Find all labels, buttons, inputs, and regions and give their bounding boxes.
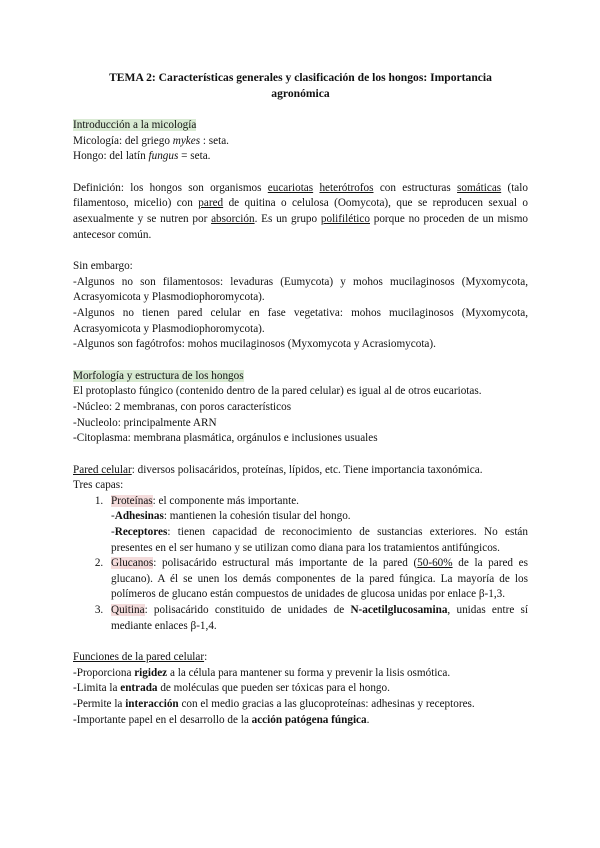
- wall-functions-section: [73, 650, 528, 728]
- morphology-line: -Nucleolo: principalmente ARN: [73, 416, 217, 429]
- fungus-line: Hongo: del latín fungus = seta.: [73, 150, 211, 163]
- morphology-line: El protoplasto fúngico (contenido dentro de la pared celular) es igual al de otros eucariotas.: [73, 385, 482, 398]
- function-item: -Proporciona rigidez a la célula para mantener su forma y prevenir la lisis osmótica.: [73, 666, 451, 679]
- morphology-line: -Citoplasma: membrana plasmática, orgánulos e inclusiones usuales: [73, 432, 378, 445]
- morphology-heading: Morfología y estructura de los hongos: [73, 369, 244, 382]
- wall-layers-list: [73, 494, 528, 634]
- cell-wall-section: [73, 463, 528, 635]
- layers-label: Tres capas:: [73, 479, 124, 492]
- mycology-line: Micología: del griego mykes : seta.: [73, 134, 229, 147]
- morphology-line: -Núcleo: 2 membranas, con poros característicos: [73, 400, 292, 413]
- functions-heading: Funciones de la pared celular:: [73, 651, 208, 664]
- intro-heading: Introducción a la micología: [73, 119, 197, 131]
- exception-item: -Algunos son fagótrofos: mohos mucilaginosos (Myxomycota y Acrasiomycota).: [73, 338, 436, 351]
- cell-wall-intro: Pared celular: diversos polisacáridos, proteínas, lípidos, etc. Tiene importancia taxonómica.: [73, 463, 483, 476]
- function-item: -Importante papel en el desarrollo de la acción patógena fúngica.: [73, 713, 370, 726]
- function-item: -Permite la interacción con el medio gracias a las glucoproteínas: adhesinas y receptores.: [73, 698, 475, 710]
- exception-item: -Algunos no son filamentosos: levaduras (Eumycota) y mohos mucilaginosos (Myxomycota, Acrasyomicota y Plasmodiophoromycota).: [73, 275, 528, 304]
- morphology-section: [73, 369, 528, 447]
- adhesins-line: -Adhesinas: mantienen la cohesión tisular del hongo.: [111, 510, 351, 523]
- exceptions-intro: Sin embargo:: [73, 260, 133, 273]
- layer-proteins: 1. Proteínas: el componente más importante. -Adhesinas: mantienen la cohesión tisular del hongo. -Receptores: tienen capacidad de reconocimiento de sustancias exteriores. No están presentes en el ser humano y se utilizan como diana para los tratamientos antifúngicos.: [106, 494, 528, 556]
- exception-item: -Algunos no tienen pared celular en fase vegetativa: mohos mucilaginosos (Myxomycota, Acrasyomicota y Plasmodiophoromycota).: [73, 306, 528, 335]
- exceptions-section: [73, 259, 528, 353]
- definition-paragraph: Definición: los hongos son organismos eucariotas heterótrofos con estructuras somáticas (talo filamentoso, micelio) con pared de quitina o celulosa (Oomycota), que se reproducen sexual o asexualmente y se nutren por absorción. Es un grupo polifilético porque no proceden de un mismo antecesor común.: [73, 181, 528, 241]
- receptors-line: -Receptores: tienen capacidad de reconocimiento de sustancias exteriores. No están presentes en el ser humano y se utilizan como diana para los tratamientos antifúngicos.: [111, 526, 528, 554]
- document-title: TEMA 2: Características generales y clasificación de los hongos: Importancia agronómica: [109, 71, 492, 100]
- layer-glucans: 2. Glucanos: polisacárido estructural más importante de la pared (50-60% de la pared es glucano). A él se unen los demás componentes de la pared fúngica. La mayoría de los polímeros de glucano están compuestos de unidades de glucosa unidas por enlace β-1,3.: [106, 556, 528, 603]
- intro-section: [73, 118, 528, 165]
- layer-chitin: 3. Quitina: polisacárido constituido de unidades de N-acetilglucosamina, unidas entre sí mediante enlaces β-1,4.: [106, 603, 528, 634]
- function-item: -Limita la entrada de moléculas que pueden ser tóxicas para el hongo.: [73, 682, 390, 695]
